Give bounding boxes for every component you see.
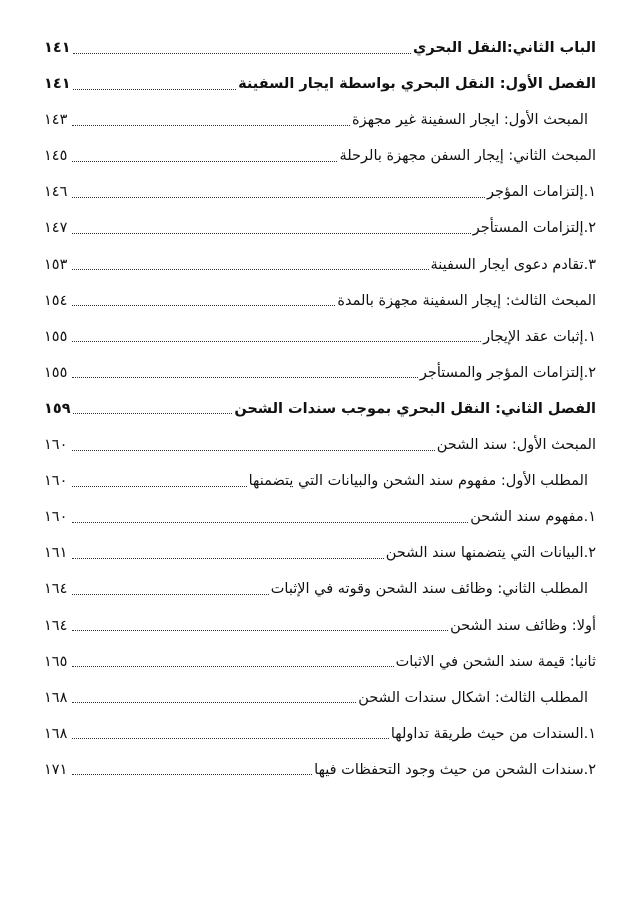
dot-leader — [72, 269, 429, 270]
dot-leader — [72, 197, 485, 198]
toc-entry-title: ٢.سندات الشحن من حيث وجود التحفظات فيها — [314, 761, 596, 778]
toc-entry — [44, 752, 596, 788]
toc-entry — [44, 355, 596, 391]
dot-leader — [72, 558, 384, 559]
toc-entry-title: المطلب الثاني: وظائف سند الشحن وقوته في الإثبات — [270, 581, 588, 598]
toc-entry-title: ١.إلتزامات المؤجر — [487, 184, 596, 201]
toc-entry-title: المبحث الثالث: إيجار السفينة مجهزة بالمدة — [337, 292, 596, 309]
toc-entry-page-number: ١٦٨ — [44, 689, 68, 706]
toc-entry — [44, 174, 596, 210]
dot-leader — [72, 738, 389, 739]
toc-entry-page-number: ١٥٥ — [44, 364, 68, 381]
toc-entry-page-number: ١٤١ — [44, 76, 71, 93]
dot-leader — [72, 486, 247, 487]
dot-leader — [72, 450, 435, 451]
toc-entry-title: ٣.تقادم دعوى ايجار السفينة — [430, 256, 596, 273]
toc-entry — [44, 247, 596, 283]
toc-entry-page-number: ١٦١ — [44, 545, 68, 562]
toc-entry — [44, 210, 596, 246]
toc-entry-page-number: ١٥٣ — [44, 256, 68, 273]
toc-entry — [44, 463, 596, 499]
dot-leader — [72, 594, 269, 595]
toc-entry-page-number: ١٦٨ — [44, 725, 68, 742]
toc-entry — [44, 319, 596, 355]
dot-leader — [73, 89, 237, 90]
toc-entry-title: ٢.إلتزامات المستأجر — [472, 220, 596, 237]
toc-entry-title: المطلب الأول: مفهوم سند الشحن والبيانات التي يتضمنها — [248, 473, 588, 490]
dot-leader — [72, 630, 448, 631]
dot-leader — [73, 413, 233, 414]
toc-entry-title: ١.مفهوم سند الشحن — [470, 509, 596, 526]
toc-entry-title: ٢.البيانات التي يتضمنها سند الشحن — [385, 545, 596, 562]
toc-entry-title: ١.السندات من حيث طريقة تداولها — [390, 725, 596, 742]
toc-entry-page-number: ١٥٩ — [44, 400, 71, 417]
dot-leader — [72, 341, 481, 342]
table-of-contents — [44, 30, 596, 788]
dot-leader — [72, 774, 312, 775]
toc-entry-title: أولا: وظائف سند الشحن — [450, 617, 596, 634]
toc-entry — [44, 391, 596, 427]
dot-leader — [72, 666, 394, 667]
toc-entry — [44, 30, 596, 66]
toc-entry — [44, 102, 596, 138]
toc-entry-title: ٢.إلتزامات المؤجر والمستأجر — [419, 364, 596, 381]
toc-entry — [44, 283, 596, 319]
toc-entry-title: المبحث الثاني: إيجار السفن مجهزة بالرحلة — [339, 148, 596, 165]
toc-entry — [44, 427, 596, 463]
toc-entry-title: ثانيا: قيمة سند الشحن في الاثبات — [395, 653, 596, 670]
toc-entry — [44, 680, 596, 716]
dot-leader — [72, 125, 350, 126]
dot-leader — [72, 233, 471, 234]
toc-entry-page-number: ١٥٥ — [44, 328, 68, 345]
dot-leader — [72, 702, 356, 703]
dot-leader — [73, 53, 411, 54]
toc-entry — [44, 138, 596, 174]
toc-entry-page-number: ١٤١ — [44, 40, 71, 56]
toc-entry-page-number: ١٤٧ — [44, 220, 68, 237]
toc-entry — [44, 535, 596, 571]
toc-entry-title: الفصل الأول: النقل البحري بواسطة ايجار السفينة — [238, 76, 596, 93]
toc-entry-title: الباب الثاني:النقل البحري — [413, 40, 596, 56]
dot-leader — [72, 305, 335, 306]
toc-entry — [44, 571, 596, 607]
toc-entry-page-number: ١٦٤ — [44, 617, 68, 634]
toc-entry-page-number: ١٧١ — [44, 761, 68, 778]
toc-entry — [44, 499, 596, 535]
toc-entry-page-number: ١٦٤ — [44, 581, 68, 598]
toc-entry-page-number: ١٤٣ — [44, 112, 68, 129]
toc-entry — [44, 608, 596, 644]
toc-entry — [44, 716, 596, 752]
toc-entry-title: المطلب الثالث: اشكال سندات الشحن — [358, 689, 588, 706]
toc-entry-title: المبحث الأول: سند الشحن — [436, 437, 596, 454]
toc-entry-page-number: ١٦٥ — [44, 653, 68, 670]
toc-entry-title: المبحث الأول: ايجار السفينة غير مجهزة — [351, 112, 588, 129]
dot-leader — [72, 522, 468, 523]
toc-entry-page-number: ١٥٤ — [44, 292, 68, 309]
toc-entry-page-number: ١٤٦ — [44, 184, 68, 201]
dot-leader — [72, 161, 337, 162]
toc-entry-page-number: ١٦٠ — [44, 473, 68, 490]
toc-entry — [44, 66, 596, 102]
toc-entry-page-number: ١٦٠ — [44, 437, 68, 454]
toc-entry — [44, 644, 596, 680]
dot-leader — [72, 377, 418, 378]
toc-entry-title: ١.إثبات عقد الإيجار — [483, 328, 596, 345]
toc-entry-page-number: ١٦٠ — [44, 509, 68, 526]
toc-entry-title: الفصل الثاني: النقل البحري بموجب سندات الشحن — [234, 400, 596, 417]
toc-entry-page-number: ١٤٥ — [44, 148, 68, 165]
